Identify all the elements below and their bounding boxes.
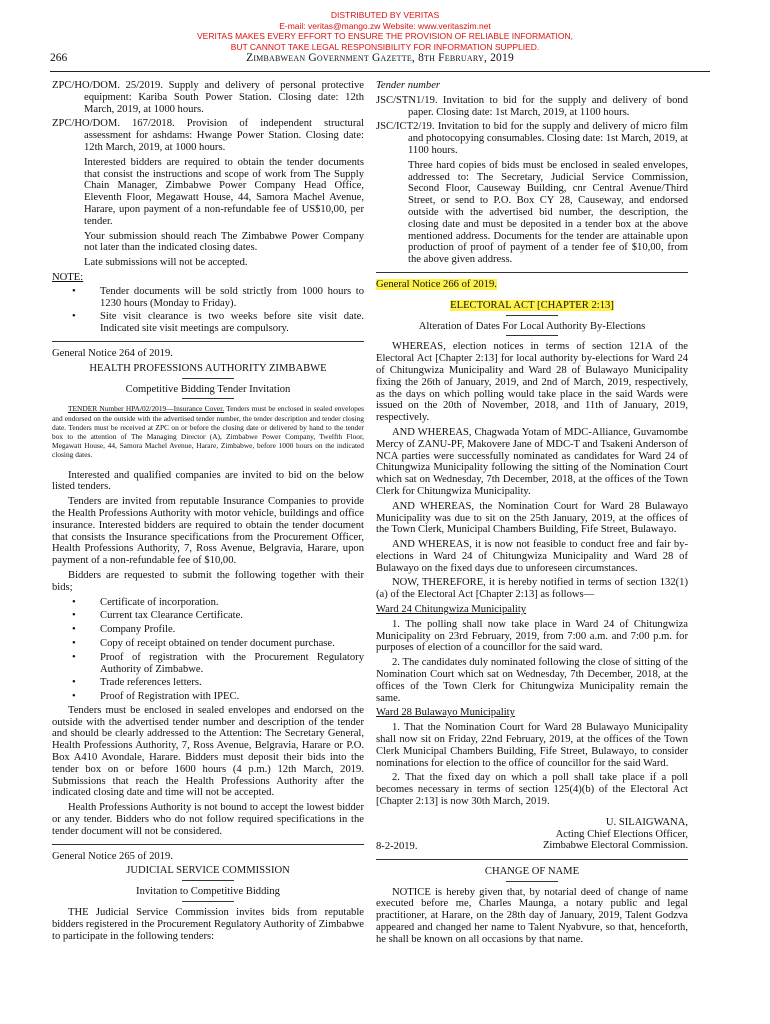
whereas-1: WHEREAS, election notices in terms of section 121A of the Electoral Act [Chapter 2:13] for local authority by-elections for Ward 24 of Chitungwiza Municipality and Ward 28 of Bulawayo Municipality fixing the 26th of January, 2019, and 2nd of March, 2019, respectively, as the days on which polling would take place in the said Wards were issued on the 20th of November, 2018, and 11th of January, 2019, respectively. [376, 341, 688, 424]
note-list [52, 286, 364, 335]
gazette-title: Zimbabwean Government Gazette, 8th February, 2019 [246, 52, 514, 64]
hpa-paragraph-2: Tenders are invited from reputable Insurance Companies to provide the Health Professions Authority with motor vehicle, buildings and office insurance. Interested bidders are required to obtain the tender document that consists the Insurance specifications from the Procurement Officer, Health Professions Authority, 7, Ross Avenue, Belgravia, Harare, upon payment of a non-refundable fee of $10,00. [52, 496, 364, 567]
page-header [50, 52, 710, 68]
banner-line-4: BUT CANNOT TAKE LEGAL RESPONSIBILITY FOR INFORMATION SUPPLIED. [230, 41, 540, 52]
section-divider [376, 272, 688, 273]
bid-requirement: • Trade references letters. [72, 677, 202, 689]
hpa-paragraph-5: Health Professions Authority is not bound to accept the lowest bidder or any tender. Bidders who do not follow required specifications in the tender document will not be considered. [52, 802, 364, 837]
zpc-paragraph-1: Interested bidders are required to obtain the tender documents that consist the instructions and scope of work from The Supply Chain Manager, Zimbabwe Power Company Head Office, Eleventh Floor, Megawatt House, 44, Samora Machel Avenue, Harare, upon payment of a non-refundable fee of US$10,00, per tender. [84, 156, 364, 227]
hpa-paragraph-3: Bidders are requested to submit the following together with their bids; [52, 569, 364, 593]
signatory-title-1: Acting Chief Elections Officer, [555, 828, 688, 840]
bid-requirements-list [52, 597, 364, 703]
zpc-tender-1: ZPC/HO/DOM. 25/2019. Supply and delivery of personal protective equipment: Kariba South Power Station. Closing date: 12th March, 2019, at 1000 hours. [52, 80, 364, 115]
banner-line-1: DISTRIBUTED BY VERITAS [330, 10, 440, 20]
short-rule [506, 881, 558, 882]
hpa-paragraph-4: Tenders must be enclosed in sealed envelopes and endorsed on the outside with the advertised tender number and description of the tender and should be clearly addressed to the Attention: The Secretary General, Health Professions Authority, 7, Ross Avenue, Belgravia, Harare or P.O. Box A410 Avondale, Harare. Bidders must deposit their bids into the tender box on or before 1600 hours (4 p.m.) 12th March, 2019. Submissions that reach the Health Professions Authority after the indicated closing date and time will not be accepted. [52, 704, 364, 799]
zpc-paragraph-3: Late submissions will not be accepted. [84, 257, 248, 269]
note-label: NOTE: [52, 271, 84, 283]
right-column [376, 80, 688, 949]
hpa-title: HEALTH PROFESSIONS AUTHORITY ZIMBABWE [89, 362, 327, 374]
hpa-paragraph-1: Interested and qualified companies are invited to bid on the below listed tenders. [52, 469, 364, 493]
signature-block [376, 817, 688, 853]
signatory-title-2: Zimbabwe Electoral Commission. [542, 840, 688, 852]
jsc-tender-1: JSC/STN1/19. Invitation to bid for the supply and delivery of bond paper. Closing date: 1st March, 2019, at 1100 hours. [376, 94, 688, 118]
section-divider [52, 844, 364, 845]
ward-24-item-1: 1. The polling shall now take place in Ward 24 of Chitungwiza Municipality on 23rd February, 2019, from 7:00 a.m. and 7:00 p.m. for purposes of election of a councillor for the said ward. [376, 618, 688, 654]
whereas-2: AND WHEREAS, Chagwada Yotam of MDC-Alliance, Guvamombe Mercy of ZANU-PF, Makovere Jane of MDC-T and Tsakeni Anderson of NCA parties were successfully nominated as candidates for Ward 24 of Chitungwiza Municipality following the sitting of the Nomination Court which sat on Wednesday, 7th December, 2018, at the offices of the Town Clerk for Chitungwiza Municipality. [376, 426, 688, 497]
hpa-subtitle: Competitive Bidding Tender Invitation [125, 383, 291, 395]
jsc-tender-2: JSC/ICT2/19. Invitation to bid for the supply and delivery of micro film and photocopying consumables. Closing date: 1st March, 2019, at 1100 hours. [376, 121, 688, 156]
ward-24-heading: Ward 24 Chitungwiza Municipality [376, 604, 527, 616]
zpc-paragraph-2: Your submission should reach The Zimbabwe Power Company not later than the indicated closing dates. [84, 230, 364, 254]
general-notice-266-label: General Notice 266 of 2019. [376, 278, 497, 290]
veritas-banner [0, 10, 770, 52]
short-rule [182, 880, 234, 881]
ward-24-item-2: 2. The candidates duly nominated following the close of sitting of the Nomination Court which sat on Wednesday, 7th December, 2018, at the offices of the Town Clerk for Chitungwiza Municipality remain the same. [376, 657, 688, 704]
section-divider [52, 341, 364, 342]
jsc-submission-paragraph: Three hard copies of bids must be enclosed in sealed envelopes, addressed to: The Secretary, Judicial Service Commission, Second Floor, Causeway Building, cnr Central Avenue/Third Street, or send to P.O. Box CY 28, Causeway, and endorsed outside with the advertised bid number, the description, the closing date and must be deposited in a tender box at the above mentioned address. Documents for the tender are attainable upon production of proof of payment of a tender fee of $10,00, from the above given address. [408, 159, 688, 266]
signatory-name: U. SILAIGWANA, [605, 816, 688, 828]
signature-date: 8-2-2019. [376, 841, 418, 853]
zpc-tender-2: ZPC/HO/DOM. 167/2018. Provision of independent structural assessment for ashdams: Hwange Power Station. Closing date: 12th March, 2019, at 1000 hours. [52, 118, 364, 153]
bid-requirement: • Current tax Clearance Certificate. [72, 610, 243, 622]
short-rule [182, 378, 234, 379]
page-number: 266 [50, 52, 68, 64]
general-notice-266 [376, 279, 688, 291]
short-rule [506, 315, 558, 316]
electoral-act-title-text: ELECTORAL ACT [CHAPTER 2:13] [450, 299, 614, 311]
tender-number-heading: Tender number [376, 80, 441, 91]
header-rule [50, 71, 710, 72]
electoral-act-subtitle: Alteration of Dates For Local Authority By-Elections [418, 320, 646, 332]
bid-requirement: • Certificate of incorporation. [72, 596, 219, 608]
ward-28-item-1: 1. That the Nomination Court for Ward 28 Bulawayo Municipality shall now sit on Friday, 22nd February, 2019, at the offices of the Town Clerk Municipal Chambers Building, Fife Street, Bulawayo, to consider nominations for election to the office of councillor for the said Ward. [376, 722, 688, 769]
jsc-subtitle: Invitation to Competitive Bidding [136, 886, 280, 898]
bid-requirement: • Company Profile. [72, 624, 176, 636]
jsc-paragraph-1: THE Judicial Service Commission invites bids from reputable bidders registered in the Procurement Regulatory Authority of Zimbabwe to participate in the following tenders: [52, 907, 364, 942]
signatory [543, 817, 688, 852]
whereas-3: AND WHEREAS, the Nomination Court for Ward 28 Bulawayo Municipality was due to sit on the 25th January, 2019, at the offices of the Town Clerk, Municipal Chambers Building, Fife Street, Bulawayo. [376, 500, 688, 536]
bid-requirement: • Proof of registration with the Procurement Regulatory Authority of Zimbabwe. [72, 651, 364, 675]
general-notice-264: General Notice 264 of 2019. [52, 347, 173, 359]
bid-requirement: • Proof of Registration with IPEC. [72, 691, 240, 703]
jsc-title: JUDICIAL SERVICE COMMISSION [126, 865, 290, 877]
tender-number-label: TENDER Number HPA/02/2019—Insurance Cover. [68, 404, 225, 414]
left-column [52, 80, 364, 945]
ward-28-heading: Ward 28 Bulawayo Municipality [376, 707, 515, 719]
now-therefore: NOW, THEREFORE, it is hereby notified in terms of section 132(1)(a) of the Electoral Act [Chapter 2:13] as follows— [376, 577, 688, 601]
note-item: • Site visit clearance is two weeks before site visit date. Indicated site visit meetings are compulsory. [72, 311, 364, 335]
note-item: • Tender documents will be sold strictly from 1000 hours to 1230 hours (Monday to Friday). [72, 285, 364, 309]
section-divider [376, 859, 688, 860]
whereas-4: AND WHEREAS, it is now not feasible to conduct free and fair by-elections in Ward 24 of Chitungwiza Municipality and Ward 28 of Bulawayo on the fixed days due to unforeseen circumstances. [376, 539, 688, 574]
short-rule [506, 335, 558, 336]
change-of-name-paragraph: NOTICE is hereby given that, by notarial deed of change of name executed before me, Charles Maunga, a notary public and legal practitioner, at Harare, on the 28th day of January, 2019, Talent Godzva appeared and changed her name to Talent Nyabvure, so that, henceforth, he shall be known on all occasions by that name. [376, 886, 688, 945]
ward-28-item-2: 2. That the fixed day on which a poll shall take place if a poll becomes necessary in terms of section 125(4)(b) of the Electoral Act [Chapter 2:13] is now 30th March, 2019. [376, 772, 688, 808]
general-notice-265: General Notice 265 of 2019. [52, 850, 173, 862]
short-rule [182, 901, 234, 902]
electoral-act-title [376, 300, 688, 312]
short-rule [182, 398, 234, 399]
bid-requirement: • Copy of receipt obtained on tender document purchase. [72, 637, 335, 649]
banner-line-2: E-mail: veritas@mango.zw Website: www.veritaszim.net [279, 20, 491, 31]
banner-line-3: VERITAS MAKES EVERY EFFORT TO ENSURE THE PROVISION OF RELIABLE INFORMATION, [197, 31, 573, 41]
tender-notice-small: TENDER Number HPA/02/2019—Insurance Cover. Tenders must be enclosed in sealed envelopes and endorsed on the outside with the advertised tender number, the tender description and tender closing date. Tenders must be received at ZPC on or before the closing date or delivered by hand to the tender box to the attention of The Managing Director (A), Zimbabwe Power Company, Twelfth Floor, Megawatt House, 44, Samora Machel Avenue, Harare, Zimbabwe, before 1000 hours on the indicated closing dates. [52, 404, 364, 460]
change-of-name-title: CHANGE OF NAME [484, 865, 580, 877]
